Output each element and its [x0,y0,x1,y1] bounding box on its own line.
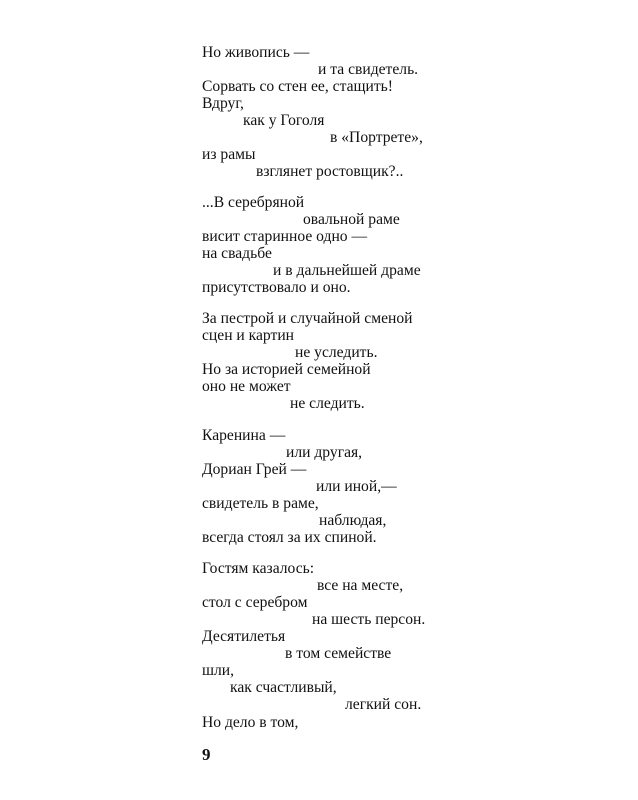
poem-line: присутствовало и оно. [202,279,351,296]
poem-line: Но живопись — [202,44,310,61]
page-number: 9 [202,745,211,764]
poem-line: Гостям казалось: [202,560,315,577]
poem-line: овальной раме [303,211,400,228]
poem-line: не уследить. [295,344,378,361]
poem-line: все на месте, [317,577,404,594]
poem-line: и в дальнейшей драме [273,262,421,279]
poem-line: ...В серебряной [202,194,305,211]
poem-line: Но за историей семейной [202,361,371,378]
poem-line: в «Портрете», [330,129,423,146]
poem-line: Сорвать со стен ее, стащить! [202,78,393,95]
poem-line: и та свидетель. [318,61,419,78]
poem-line: За пестрой и случайной сменой [202,310,413,327]
poem-line: Но дело в том, [202,714,299,731]
poem-line: в том семействе [285,645,392,662]
poem-line: свидетель в раме, [202,495,319,512]
poem-line: сцен и картин [202,327,295,344]
poem-line: из рамы [202,146,256,163]
poem-line: висит старинное одно — [202,228,368,245]
poem-line: Дориан Грей — [202,461,307,478]
poem-line: Десятилетья [202,628,286,645]
poem-line: всегда стоял за их спиной. [202,529,377,546]
poem-line: стол с серебром [202,594,308,611]
poem-line: на свадьбе [202,245,272,262]
poem-line: на шесть персон. [312,611,426,628]
poem-line: Каренина — [202,427,286,444]
poem-line: или другая, [286,444,363,461]
poem-line: не следить. [290,395,365,412]
poem-line: наблюдая, [319,512,387,529]
poem-line: как у Гоголя [243,112,325,129]
poem-line: оно не может [202,378,291,395]
poem-line: Вдруг, [202,95,244,112]
poem-line: шли, [202,662,235,679]
poem-line: взглянет ростовщик?.. [256,163,404,180]
poem-line: или иной,— [316,478,397,495]
poem-line: как счастливый, [230,679,337,696]
poem-line: легкий сон. [345,696,422,713]
